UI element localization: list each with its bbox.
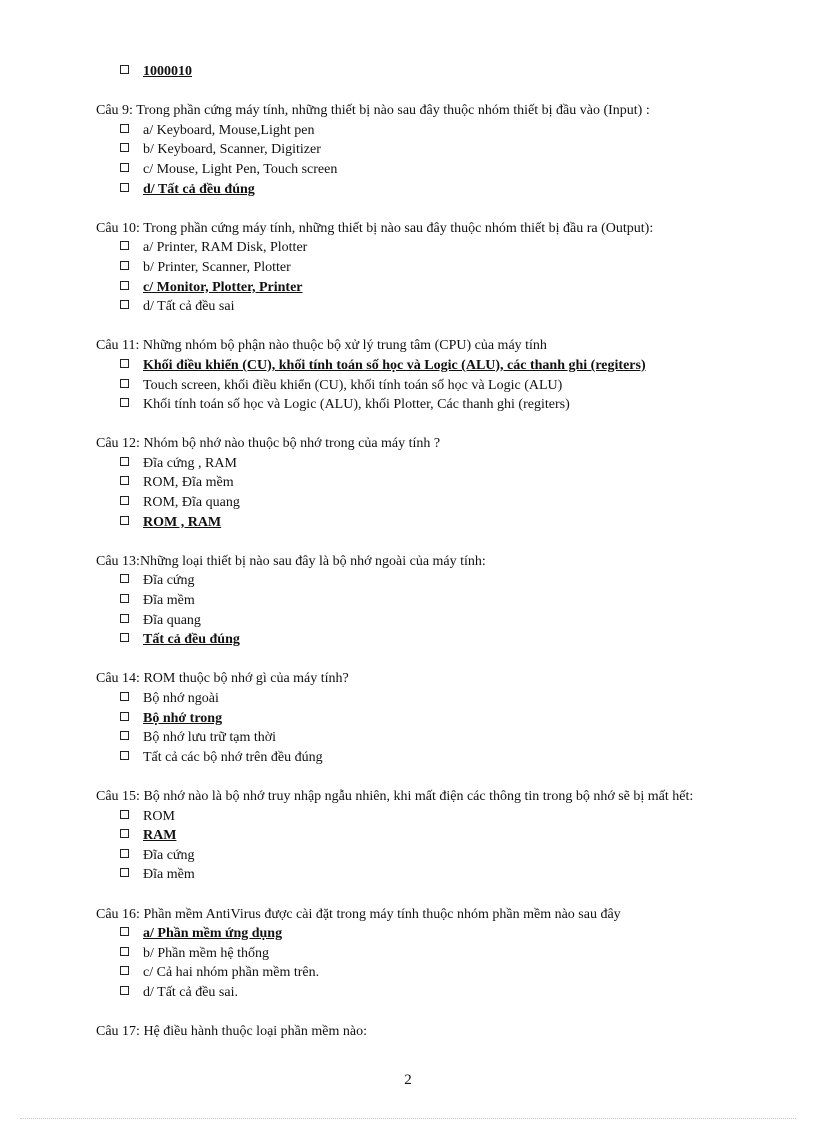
checkbox-icon xyxy=(120,986,129,995)
option xyxy=(120,140,736,160)
question-block xyxy=(96,1022,736,1042)
option xyxy=(120,493,736,513)
option xyxy=(120,591,736,611)
checkbox-icon xyxy=(120,261,129,270)
correct-option xyxy=(120,924,736,944)
option xyxy=(120,611,736,631)
option xyxy=(120,238,736,258)
checkbox-icon xyxy=(120,281,129,290)
checkbox-icon xyxy=(120,163,129,172)
question-text: Câu 10: Trong phần cứng máy tính, những thiết bị nào sau đây thuộc nhóm thiết bị đầu ra (Output): xyxy=(96,220,654,236)
question-text: Câu 15: Bộ nhớ nào là bộ nhớ truy nhập ngẫu nhiên, khi mất điện các thông tin trong bộ nhớ sẽ bị mất hết: xyxy=(96,788,694,804)
option-label: Tất cả đều đúng xyxy=(143,632,240,648)
checkbox-icon xyxy=(120,241,129,250)
question-text: Câu 9: Trong phần cứng máy tính, những thiết bị nào sau đây thuộc nhóm thiết bị đầu vào (Input) : xyxy=(96,103,650,119)
question-block xyxy=(96,905,736,1003)
option-label: a/ Printer, RAM Disk, Plotter xyxy=(143,240,308,256)
option xyxy=(120,807,736,827)
option-label: Bộ nhớ ngoài xyxy=(143,691,219,706)
option-list xyxy=(96,121,736,199)
checkbox-icon xyxy=(120,300,129,309)
top-answer-option xyxy=(120,62,736,82)
question-block xyxy=(96,101,736,199)
page-number: 2 xyxy=(404,1072,412,1088)
option xyxy=(120,748,736,768)
question-text: Câu 12: Nhóm bộ nhớ nào thuộc bộ nhớ trong của máy tính ? xyxy=(96,436,441,452)
checkbox-icon xyxy=(120,712,129,721)
option-label: b/ Printer, Scanner, Plotter xyxy=(143,259,291,275)
option xyxy=(120,963,736,983)
checkbox-icon xyxy=(120,65,129,74)
option-list xyxy=(96,356,736,415)
option xyxy=(120,297,736,317)
question-text: Câu 14: ROM thuộc bộ nhớ gì của máy tính? xyxy=(96,671,349,687)
question-block xyxy=(96,669,736,767)
checkbox-icon xyxy=(120,692,129,701)
option-label: Khối tính toán số học và Logic (ALU), khối Plotter, Các thanh ghi (regiters) xyxy=(143,397,570,413)
checkbox-icon xyxy=(120,183,129,192)
top-answer-list xyxy=(96,62,736,82)
question-block xyxy=(96,552,736,650)
option-list xyxy=(96,454,736,532)
correct-option xyxy=(120,630,736,650)
checkbox-icon xyxy=(120,810,129,819)
question-block xyxy=(96,336,736,414)
option xyxy=(120,258,736,278)
checkbox-icon xyxy=(120,516,129,525)
option xyxy=(120,376,736,396)
checkbox-icon xyxy=(120,398,129,407)
checkbox-icon xyxy=(120,633,129,642)
option-list xyxy=(96,238,736,316)
question-block xyxy=(96,219,736,317)
question-block xyxy=(96,434,736,532)
checkbox-icon xyxy=(120,143,129,152)
option-label: Đĩa quang xyxy=(143,612,201,628)
option xyxy=(120,571,736,591)
question-block xyxy=(96,787,736,885)
option-label: ROM, Đĩa quang xyxy=(143,495,240,511)
correct-option xyxy=(120,513,736,533)
option xyxy=(120,473,736,493)
option-label: Đĩa cứng xyxy=(143,573,195,589)
option-label: Tất cả các bộ nhớ trên đều đúng xyxy=(143,749,323,765)
checkbox-icon xyxy=(120,476,129,485)
quiz-content xyxy=(96,62,736,1042)
checkbox-icon xyxy=(120,849,129,858)
option xyxy=(120,728,736,748)
option-label: Đĩa cứng xyxy=(143,847,195,863)
checkbox-icon xyxy=(120,966,129,975)
checkbox-icon xyxy=(120,379,129,388)
option-label: ROM, Đĩa mềm xyxy=(143,475,234,491)
checkbox-icon xyxy=(120,927,129,936)
correct-option xyxy=(120,356,736,376)
checkbox-icon xyxy=(120,868,129,877)
checkbox-icon xyxy=(120,457,129,466)
checkbox-icon xyxy=(120,496,129,505)
option-label: a/ Phần mềm ứng dụng xyxy=(143,926,283,942)
option-label: Bộ nhớ trong xyxy=(143,710,223,726)
question-text: Câu 16: Phần mềm AntiVirus được cài đặt trong máy tính thuộc nhóm phần mềm nào sau đây xyxy=(96,906,621,922)
option xyxy=(120,944,736,964)
option-label: d/ Tất cả đều đúng xyxy=(143,181,255,197)
correct-option xyxy=(120,826,736,846)
correct-option xyxy=(120,278,736,298)
question-text: Câu 11: Những nhóm bộ phận nào thuộc bộ xử lý trung tâm (CPU) của máy tính xyxy=(96,338,547,354)
checkbox-icon xyxy=(120,614,129,623)
question-text: Câu 17: Hệ điều hành thuộc loại phần mềm nào: xyxy=(96,1024,367,1040)
checkbox-icon xyxy=(120,574,129,583)
checkbox-icon xyxy=(120,124,129,133)
question-list xyxy=(96,101,736,1042)
option-label: Touch screen, khối điều khiển (CU), khối tính toán số học và Logic (ALU) xyxy=(143,377,563,393)
option xyxy=(120,160,736,180)
option xyxy=(120,454,736,474)
option-label: Đĩa mềm xyxy=(143,593,195,609)
option-label: ROM , RAM xyxy=(143,514,222,530)
checkbox-icon xyxy=(120,829,129,838)
option-list xyxy=(96,571,736,649)
option-label: b/ Phần mềm hệ thống xyxy=(143,945,269,961)
checkbox-icon xyxy=(120,731,129,740)
correct-option xyxy=(120,180,736,200)
option-label: ROM xyxy=(143,808,175,824)
page-bottom-divider xyxy=(20,1118,796,1119)
option-label: Bộ nhớ lưu trữ tạm thời xyxy=(143,730,277,746)
option-label: Đĩa cứng , RAM xyxy=(143,455,237,471)
option-label: c/ Monitor, Plotter, Printer xyxy=(143,279,303,295)
option-label: d/ Tất cả đều sai. xyxy=(143,984,238,1000)
option-label: b/ Keyboard, Scanner, Digitizer xyxy=(143,142,321,158)
checkbox-icon xyxy=(120,359,129,368)
checkbox-icon xyxy=(120,751,129,760)
option-label: c/ Mouse, Light Pen, Touch screen xyxy=(143,161,338,177)
option-label: a/ Keyboard, Mouse,Light pen xyxy=(143,122,315,138)
option-list xyxy=(96,689,736,767)
option xyxy=(120,846,736,866)
question-text: Câu 13:Những loại thiết bị nào sau đây là bộ nhớ ngoài của máy tính: xyxy=(96,553,486,569)
option-list xyxy=(96,924,736,1002)
option-label: Khối điều khiển (CU), khối tính toán số học và Logic (ALU), các thanh ghi (regiters) xyxy=(143,357,646,373)
option-label: d/ Tất cả đều sai xyxy=(143,299,235,315)
option xyxy=(120,865,736,885)
option xyxy=(120,395,736,415)
option xyxy=(120,121,736,141)
option xyxy=(120,983,736,1003)
checkbox-icon xyxy=(120,594,129,603)
option-list xyxy=(96,807,736,885)
checkbox-icon xyxy=(120,947,129,956)
option-label: RAM xyxy=(143,828,177,844)
correct-option xyxy=(120,709,736,729)
top-answer-label: 1000010 xyxy=(143,64,192,79)
option xyxy=(120,689,736,709)
option-label: c/ Cả hai nhóm phần mềm trên. xyxy=(143,965,320,981)
option-label: Đĩa mềm xyxy=(143,867,195,883)
